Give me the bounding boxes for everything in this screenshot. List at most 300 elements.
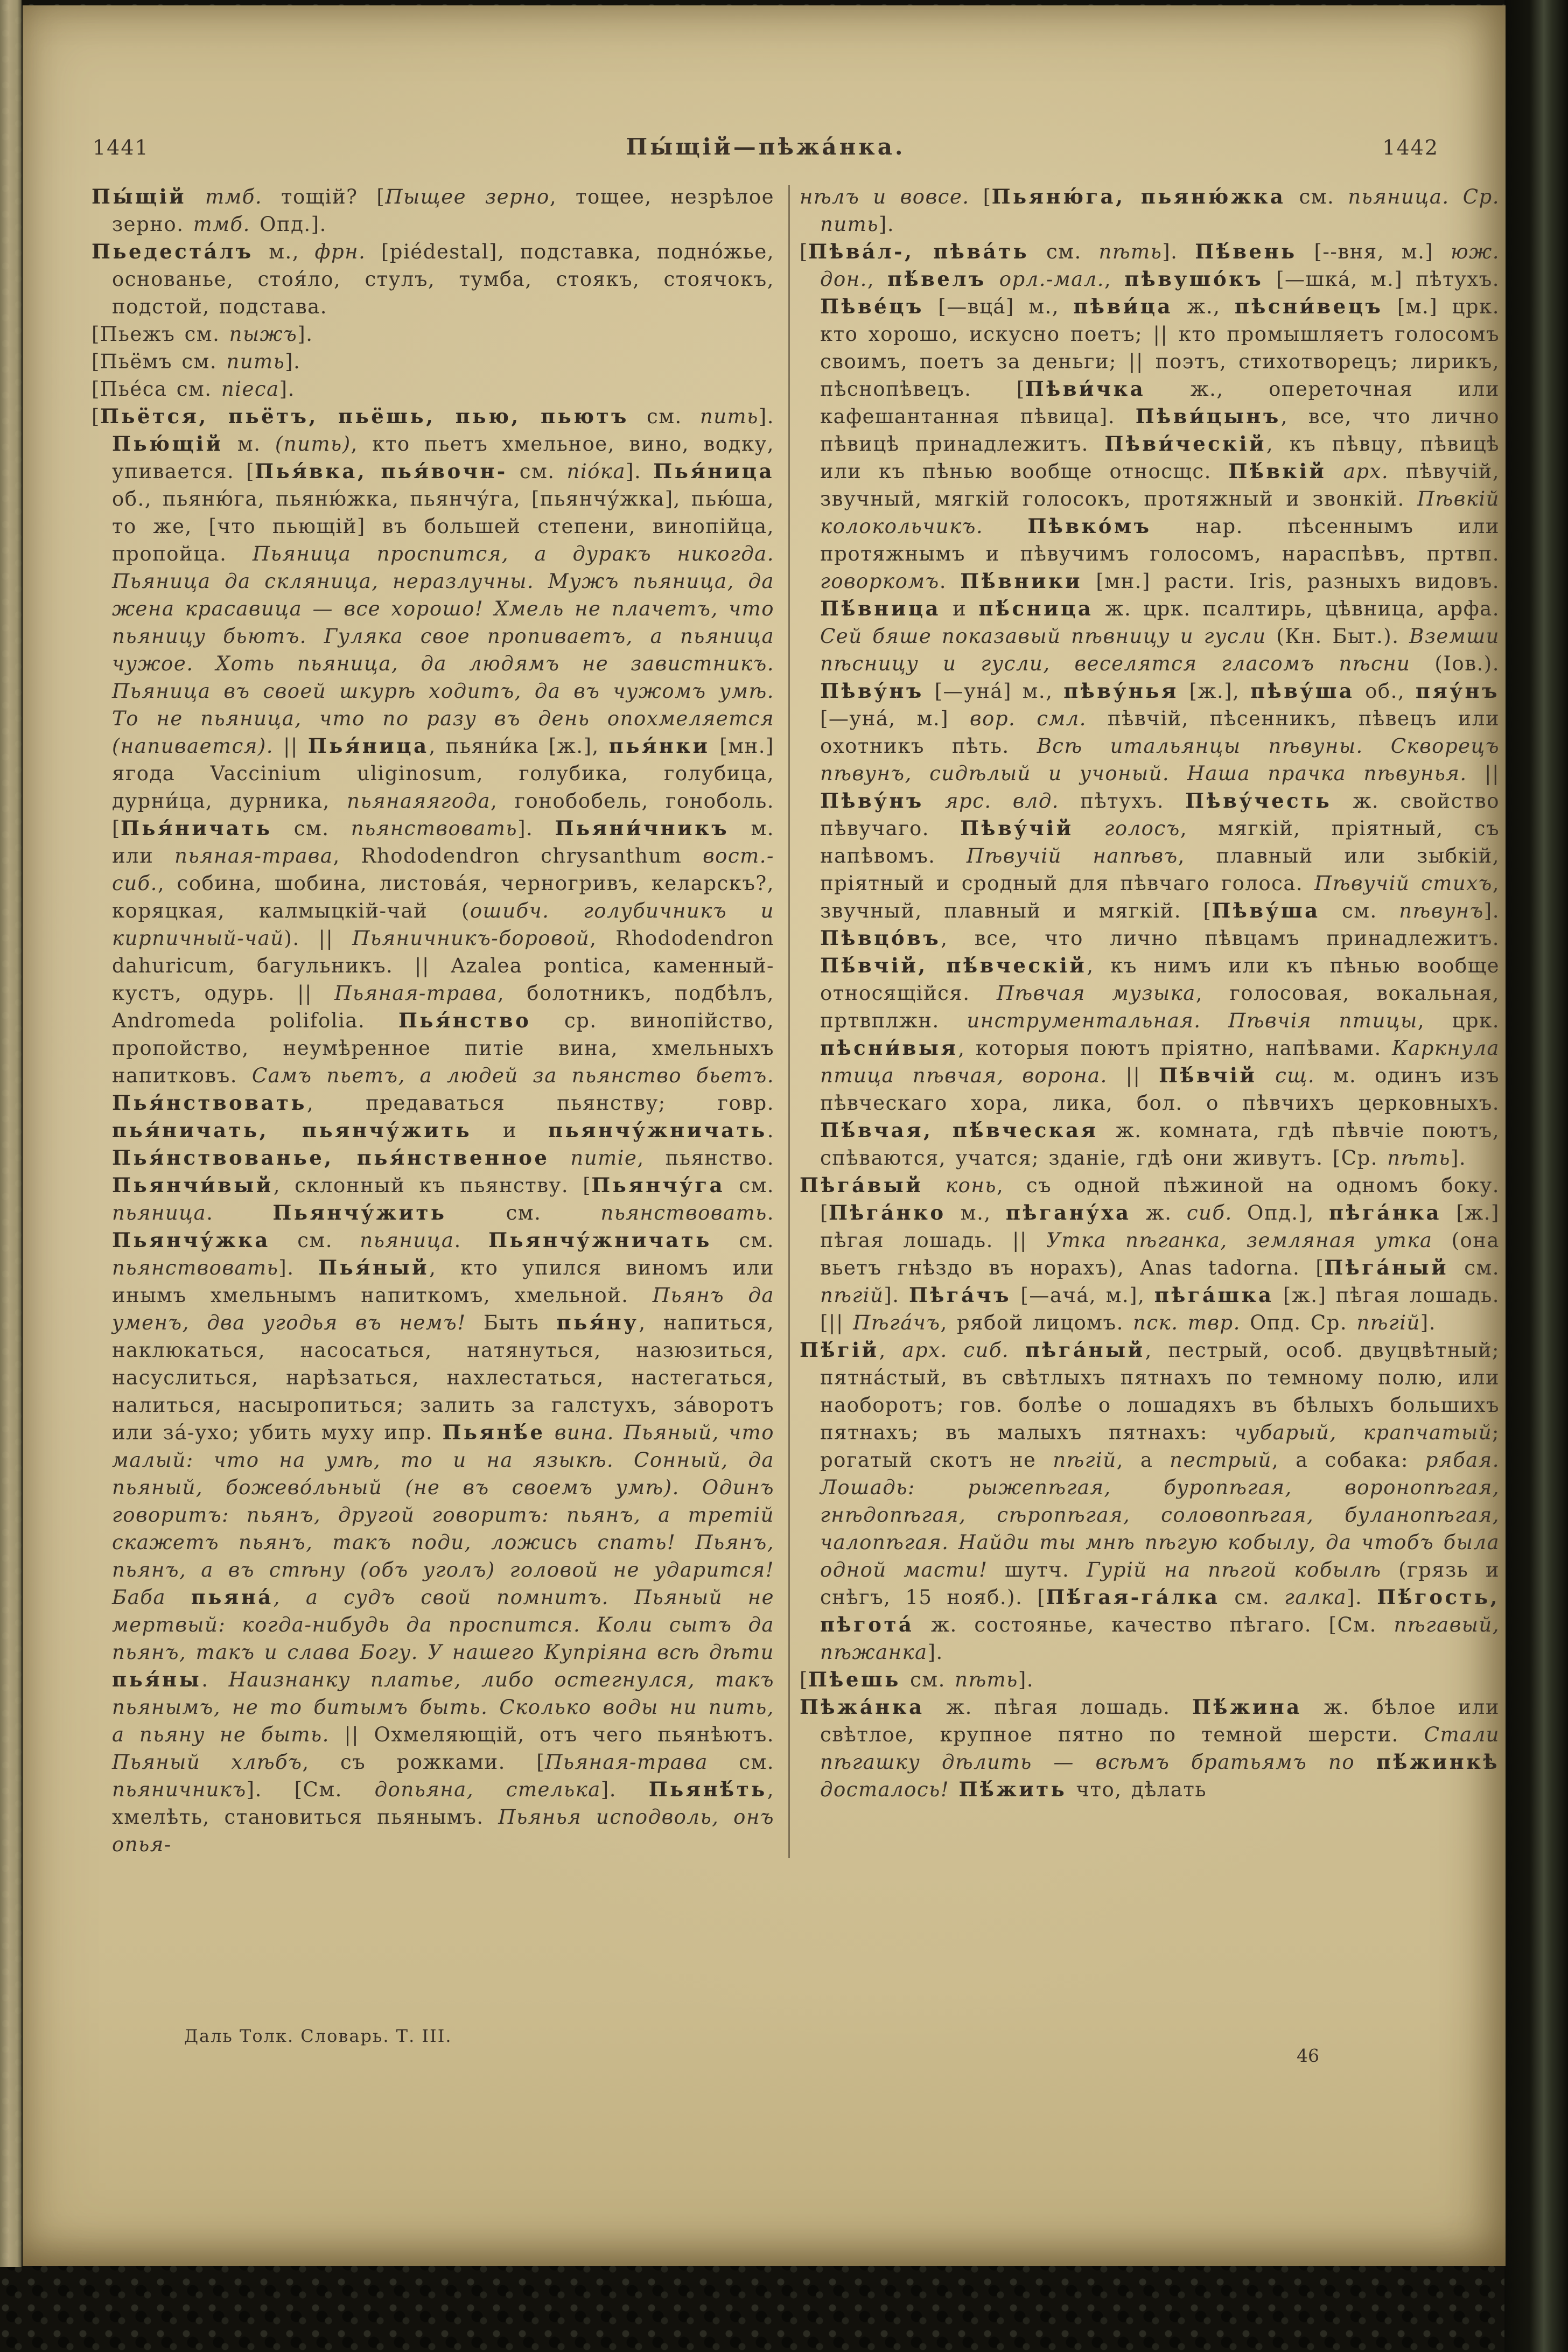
entry-text: см. xyxy=(628,405,700,428)
entry-text: м. одинъ изъ пѣвческаго хора, лика, бол. о пѣвчихъ церковныхъ. xyxy=(820,1064,1500,1115)
headword: Пѣвцо́въ xyxy=(820,926,941,950)
entry-text xyxy=(1074,817,1104,840)
entry-text: [ж.] пѣгая лошадь. || xyxy=(820,1201,1500,1252)
entry-text: [ xyxy=(969,185,992,208)
entry-text: , рябой лицомъ. xyxy=(940,1311,1133,1334)
entry-text: ж. пѣгая лошадь. xyxy=(924,1696,1192,1719)
entry-text: фрн. xyxy=(314,240,366,263)
dictionary-entry xyxy=(800,1172,1500,1336)
entry-text: м. или xyxy=(112,817,774,867)
entry-text: || xyxy=(1467,762,1500,785)
entry-text: , xyxy=(1104,268,1125,291)
entry-text: [Пье́са см. xyxy=(92,377,221,401)
headword: пѣвушо́къ xyxy=(1124,267,1264,291)
entry-text: ]. xyxy=(279,377,295,401)
entry-text: Пѣвучій стихъ xyxy=(1314,872,1493,895)
entry-text: , пестрый, особ. двуцвѣтный; пятна́стый, въ свѣтлыхъ пятнахъ по темному полю, или наоборотъ; гов. болѣе о лошадяхъ въ бѣлыхъ большихъ пятнахъ; въ малыхъ пятнахъ: xyxy=(820,1339,1500,1444)
entry-text: ж. црк. псалтирь, цѣвница, арфа. xyxy=(1093,597,1500,620)
page-number-right: 1442 xyxy=(1382,136,1439,159)
entry-text: [—шка́, м.] пѣтухъ. xyxy=(1263,268,1500,291)
entry-text: Наизнанку платье, либо остегнулся, такъ пьянымъ, не то битымъ быть. Сколько воды ни пить, а пьяну не быть. xyxy=(112,1668,774,1746)
entry-text: , пьянство. xyxy=(637,1146,775,1170)
dictionary-entry xyxy=(92,238,774,320)
headword: Пьянѣ́е xyxy=(442,1420,545,1444)
entry-text: Пыщее зерно xyxy=(385,185,550,208)
entry-text: см. xyxy=(446,1201,601,1224)
entry-text: ; рогатый скотъ не xyxy=(820,1421,1500,1472)
entry-text: сиб. xyxy=(1186,1201,1233,1224)
entry-text: ]. xyxy=(626,460,654,483)
entry-text: , а собака: xyxy=(1271,1448,1425,1472)
entry-text: ]. xyxy=(1347,1586,1377,1609)
entry-text: , хмелѣть, становиться пьянымъ. xyxy=(112,1778,774,1829)
entry-text: [Пьежъ см. xyxy=(92,323,229,346)
text-block xyxy=(92,183,1502,1858)
dictionary-entry xyxy=(92,320,774,348)
entry-text: Опд.], xyxy=(1232,1201,1329,1224)
headword: Пѣжа́нка xyxy=(800,1695,925,1719)
headword: пья́нки xyxy=(608,734,710,758)
entry-text: Пѣвкій колокольчикъ. xyxy=(820,487,1500,538)
headword: Пьянчи́вый xyxy=(112,1173,274,1197)
entry-text: Пѣвучій напѣвъ xyxy=(966,844,1178,867)
headword: Пья́ница xyxy=(653,459,774,483)
entry-text: питіе xyxy=(570,1146,638,1170)
entry-text xyxy=(949,1778,958,1801)
headword: пья́ны xyxy=(112,1668,202,1691)
headword: Пы́щій xyxy=(92,185,187,208)
entry-text: Пѣга́чъ xyxy=(853,1311,941,1334)
entry-text: см. xyxy=(270,1229,360,1252)
entry-text: см. xyxy=(272,817,351,840)
entry-text: см. xyxy=(507,460,567,483)
entry-text: Пьянъ да уменъ, два угодья въ немъ! xyxy=(112,1284,774,1334)
entry-text: . xyxy=(939,570,961,593)
entry-text: об., пьяню́га, пьяню́жка, пьянчу́га, [пьянчу́жка], пью́ша, то же, [что пьющій] въ большей степени, винопійца, пропойца. xyxy=(112,487,774,565)
entry-text: пѣгій xyxy=(1356,1311,1420,1334)
entry-text: см. xyxy=(711,1229,774,1252)
entry-text xyxy=(545,1421,555,1444)
headword: Пѣ́гая-га́лка xyxy=(1046,1585,1220,1609)
volume-imprint: Даль Толк. Словарь. Т. III. xyxy=(184,2026,452,2046)
entry-text: ж. состоянье, качество пѣгаго. [См. xyxy=(914,1613,1394,1636)
entry-text: пьяница. Ср. пить xyxy=(820,185,1500,236)
entry-text: пьяная-трава xyxy=(174,844,333,867)
headword: Пья́вка, пья́вочн- xyxy=(255,459,508,483)
entry-text: говоркомъ xyxy=(820,570,940,593)
entry-text: , собина, шобина, листова́я, черногривъ, келарскъ?, коряцкая, калмыцкій-чай ( xyxy=(112,872,774,922)
entry-text: ]. xyxy=(758,405,774,428)
entry-text: [ xyxy=(800,1668,808,1691)
dictionary-entry xyxy=(92,348,774,375)
headword: пѣ́велъ xyxy=(887,267,986,291)
right-column xyxy=(800,183,1500,1858)
entry-text: конь xyxy=(946,1174,997,1197)
entry-text: см. xyxy=(1320,899,1399,922)
entry-text: , которыя поютъ пріятно, напѣвами. xyxy=(958,1037,1392,1060)
entry-text: [ж.] пѣгая лошадь. [|| xyxy=(820,1284,1500,1334)
entry-text: и xyxy=(472,1119,548,1142)
entry-text: ж. бѣлое или свѣтлое, крупное пятно по темной шерсти. xyxy=(820,1696,1500,1746)
headword: Пѣву́нъ xyxy=(820,679,924,703)
entry-text: Пьянья исподволь, онъ опья- xyxy=(112,1805,774,1856)
headword: Пья́ница xyxy=(307,734,429,758)
entry-text: пьянствовать xyxy=(112,1256,279,1279)
entry-text: , xyxy=(867,268,887,291)
entry-text: пѣгій xyxy=(1053,1448,1117,1472)
entry-text: пск. твр. xyxy=(1133,1311,1241,1334)
headword: пѣсни́вецъ xyxy=(1234,295,1383,318)
entry-text: см. xyxy=(1448,1256,1500,1279)
entry-text: . xyxy=(201,1668,229,1691)
entry-text: юж. дон. xyxy=(820,240,1500,291)
headword: Пѣвко́мъ xyxy=(1027,514,1152,538)
headword: Пѣви́цынъ xyxy=(1135,404,1281,428)
headword: Пьяню́га, пьяню́жка xyxy=(991,185,1286,208)
dictionary-entry xyxy=(800,238,1500,1172)
entry-text: Всѣ итальянцы пѣвуны. Скворецъ пѣвунъ, сидѣлый и учоный. Наша прачка пѣвунья. xyxy=(820,734,1500,785)
entry-text: ср. винопійство, пропойство, неумѣренное питіе вина, хмельныхъ напитковъ. xyxy=(112,1009,774,1087)
entry-text: пить xyxy=(226,350,285,373)
entry-text: пить xyxy=(699,405,759,428)
entry-text: ]. xyxy=(927,1641,943,1664)
headword: пѣсни́выя xyxy=(820,1036,958,1060)
page-edge-strip xyxy=(0,0,22,2267)
headword: Пѣву́честь xyxy=(1185,789,1332,813)
entry-text: ). || xyxy=(284,927,353,950)
entry-text: ж., xyxy=(1173,295,1235,318)
entry-text: пѣть xyxy=(1387,1146,1451,1170)
entry-text: [—вца́] м., xyxy=(923,295,1074,318)
dictionary-entry xyxy=(800,1693,1500,1803)
headword: Пѣви́ческій xyxy=(1104,432,1266,456)
entry-text: . xyxy=(206,1201,273,1224)
entry-text: , Rhododendron dahuricum, багульникъ. || Azalea pontica, каменный-кустъ, одурь. || xyxy=(112,927,774,1005)
entry-text: , съ рожками. [ xyxy=(302,1751,545,1774)
headword: пья́ничать, пьянчу́жить xyxy=(112,1118,472,1142)
entry-text: Опд.]. xyxy=(250,213,327,236)
headword: Пѣешь xyxy=(808,1668,901,1691)
entry-text: ]. xyxy=(884,1284,909,1307)
entry-text: пѣть xyxy=(1098,240,1163,263)
entry-text: арх. xyxy=(1343,460,1389,483)
headword: Пья́ничать xyxy=(120,816,272,840)
entry-text: Пьяная-трава xyxy=(334,982,498,1005)
entry-text: арх. сиб. xyxy=(902,1339,1010,1362)
entry-text xyxy=(1009,1339,1025,1362)
headword: Пѣ́гій xyxy=(800,1338,879,1362)
entry-text: см. xyxy=(900,1668,955,1691)
page-header xyxy=(93,134,1439,160)
dictionary-entry xyxy=(92,183,774,238)
headword: пьяна́ xyxy=(191,1585,274,1609)
entry-text: , все, что лично пѣвицѣ принадлежитъ. xyxy=(820,405,1500,456)
entry-text: [мн.] расти. Iris, разныхъ видовъ. xyxy=(1082,570,1500,593)
entry-text: ]. xyxy=(517,817,555,840)
dictionary-entry xyxy=(800,1336,1500,1666)
entry-text: Стали пѣгашку дѣлить — всѣмъ братьямъ по xyxy=(820,1723,1500,1774)
headword: пьянчу́жничать xyxy=(548,1118,767,1142)
entry-text: м. xyxy=(223,432,275,456)
entry-text: ошибч. голубичникъ и кирпичный-чай xyxy=(112,899,775,950)
headword: Пѣ́вкій xyxy=(1228,459,1327,483)
headword: Пѣ́вница xyxy=(820,597,941,620)
entry-text: нар. пѣсеннымъ или протяжнымъ и пѣвучимъ голосомъ, нараспѣвъ, пртвп. xyxy=(820,515,1500,565)
entry-text: , мягкій, пріятный, съ напѣвомъ. xyxy=(820,817,1500,867)
entry-text: орл.-мал. xyxy=(999,268,1105,291)
entry-text: ]. xyxy=(1018,1668,1034,1691)
entry-text: досталось! xyxy=(820,1778,950,1801)
entry-text: , склонный къ пьянству. [ xyxy=(273,1174,592,1197)
entry-text: Пьяная-трава xyxy=(545,1751,708,1774)
entry-text: Опд. Ср. xyxy=(1240,1311,1357,1334)
entry-text xyxy=(923,1174,946,1197)
entry-text: и xyxy=(941,597,979,620)
entry-text: пьяница xyxy=(360,1229,454,1252)
entry-text: м., xyxy=(946,1201,1006,1224)
entry-text: Самъ пьетъ, а людей за пьянство бьетъ. xyxy=(251,1064,774,1087)
entry-text xyxy=(983,515,1027,538)
entry-text: ]. xyxy=(878,213,895,236)
entry-text: ж., опереточная или кафешантанная пѣвица]. xyxy=(820,377,1500,428)
entry-text: вина. Пьяный, что малый: что на умѣ, то и на языкѣ. Сонный, да пьяный, божево́льный (не въ своемъ умѣ). Одинъ говоритъ: пьянъ, другой говоритъ: пьянъ, а третій скажетъ пьянъ, такъ поди, ложись спать! Пьянъ, пьянъ, а въ стѣну (объ уголъ) головой не ударится! Баба xyxy=(112,1421,774,1609)
entry-text: [—уна́, м.] xyxy=(820,707,970,730)
entry-text: Пѣвчая музыка xyxy=(996,982,1196,1005)
headword: Пьётся, пьётъ, пьёшь, пью, пьютъ xyxy=(100,404,629,428)
headword: Пью́щій xyxy=(112,432,223,456)
entry-text: , напиться, наклюкаться, насосаться, натянуться, назюзиться, насуслиться, нарѣзаться, нахлестаться, настегаться, налиться, насыропиться; залить за галстухъ, за́воротъ или за́-ухо; убить муху ипр. xyxy=(112,1311,774,1444)
headword: пѣ́сница xyxy=(978,597,1094,620)
entry-text: Гурій на пѣгой кобылѣ xyxy=(1086,1558,1382,1581)
headword: Пья́нствовать xyxy=(112,1091,307,1115)
headword: пѣга́ный xyxy=(1025,1338,1145,1362)
entry-text: пьяница xyxy=(112,1201,207,1224)
entry-text: см. xyxy=(1285,185,1348,208)
entry-text: пѣтухъ. xyxy=(1059,789,1186,813)
entry-text xyxy=(1326,460,1343,483)
entry-text: , все, что лично пѣвцамъ принадлежитъ. xyxy=(941,927,1500,950)
headword: Пѣву́нъ xyxy=(820,789,924,813)
entry-text: ]. xyxy=(1483,899,1500,922)
dictionary-entry xyxy=(800,1666,1500,1693)
entry-text: сщ. xyxy=(1275,1064,1315,1087)
entry-text: [ xyxy=(92,405,100,428)
headword: Пьедеста́лъ xyxy=(92,240,254,263)
entry-text: , болотникъ, подбѣлъ, Andromeda polifolia. xyxy=(112,982,774,1032)
headword: Пьяни́чникъ xyxy=(555,816,730,840)
entry-text: допьяна, стелька xyxy=(374,1778,601,1801)
entry-text: (грязь и снѣгъ, 15 нояб.). [ xyxy=(820,1558,1500,1609)
entry-text: [—ача́, м.], xyxy=(1011,1284,1154,1307)
entry-text: . xyxy=(767,1119,774,1142)
entry-text: тмб. xyxy=(193,213,250,236)
headword: Пѣ́вники xyxy=(960,569,1083,593)
headword: Пѣга́ный xyxy=(1324,1256,1449,1279)
entry-text: , къ пѣвцу, пѣвицѣ или къ пѣнью вообще относщс. xyxy=(820,432,1500,483)
entry-text: пѣвчій, пѣсенникъ, пѣвецъ или охотникъ пѣть. xyxy=(820,707,1500,758)
entry-text: чубарый, крапчатый xyxy=(1234,1421,1493,1444)
headword: пѣви́ца xyxy=(1073,295,1173,318)
entry-text: тощій? [ xyxy=(262,185,386,208)
entry-text: . xyxy=(767,1201,774,1224)
headword: пѣгану́ха xyxy=(1005,1201,1131,1224)
entry-text: [м.] црк. кто хорошо, искусно поетъ; || кто промышляетъ голосомъ своимъ, поетъ за деньги; || поэтъ, стихотворецъ; лирикъ, пѣснопѣвецъ. [ xyxy=(820,295,1500,401)
left-column xyxy=(92,183,774,1858)
running-title: Пы́щій—пѣжа́нка. xyxy=(626,134,906,160)
headword: Пѣве́цъ xyxy=(820,295,924,318)
entry-text: || xyxy=(274,734,308,758)
entry-text: пѣть xyxy=(955,1668,1018,1691)
entry-text: пѣвунъ xyxy=(1399,899,1484,922)
headword: Пья́ный xyxy=(318,1256,430,1279)
headword: пѣ́жинкѣ xyxy=(1376,1750,1500,1774)
entry-text: голосъ xyxy=(1104,817,1180,840)
entry-text: ярс. влд. xyxy=(944,789,1060,813)
entry-text: пыжъ xyxy=(229,323,298,346)
entry-text: [—уна́] м., xyxy=(923,680,1064,703)
entry-text: (Кн. Быт.). xyxy=(1266,625,1410,648)
dictionary-entry xyxy=(92,403,774,1858)
entry-text: , предаваться пьянству; говр. xyxy=(307,1091,774,1115)
entry-text xyxy=(549,1146,570,1170)
entry-text: [piédestal], подставка, подно́жье, основанье, стоя́ло, стулъ, тумба, стоякъ, стоячокъ, подстой, подстава. xyxy=(112,240,774,318)
dictionary-entry xyxy=(800,183,1500,238)
entry-text: ]. xyxy=(297,323,313,346)
entry-text: тмб. xyxy=(205,185,263,208)
entry-text: рябая. Лошадь: рыжепѣгая, буропѣгая, воронопѣгая, гнѣдопѣгая, сѣропѣгая, соловопѣгая, буланопѣгая, чалопѣгая. Найди ты мнѣ пѣгую кобылу, да чтобъ была одной масти! xyxy=(820,1448,1500,1581)
entry-text: (Іов.). xyxy=(1410,652,1500,675)
headword: Пьянчу́га xyxy=(591,1173,725,1197)
headword: Пѣ́жина xyxy=(1192,1695,1302,1719)
headword: Пѣга́вый xyxy=(800,1173,923,1197)
entry-text: пьянствовать xyxy=(351,817,518,840)
headword: Пѣга́нко xyxy=(828,1201,946,1224)
entry-text: галка xyxy=(1284,1586,1347,1609)
entry-text: ]. xyxy=(285,350,301,373)
entry-text: ]. xyxy=(1162,240,1195,263)
entry-text: [--вня, м.] xyxy=(1297,240,1451,263)
entry-text: Пьяничникъ-боровой xyxy=(352,927,590,950)
headword: Пѣву́чій xyxy=(960,816,1074,840)
entry-text xyxy=(986,268,999,291)
entry-text: ж. свойство пѣвучаго. xyxy=(820,789,1500,840)
entry-text: пьяничникъ xyxy=(112,1778,247,1801)
entry-text: ]. xyxy=(278,1256,319,1279)
entry-text: пьянаяягода xyxy=(347,789,491,813)
entry-text: м., xyxy=(253,240,315,263)
entry-text: (она вьетъ гнѣздо въ норахъ), Anas tadorna. [ xyxy=(820,1229,1500,1279)
entry-text: Каркнула птица пѣвчая, ворона. xyxy=(820,1037,1500,1087)
entry-text: пiеса xyxy=(221,377,279,401)
headword: Пѣва́л-, пѣва́ть xyxy=(808,240,1030,263)
entry-text: см. xyxy=(708,1751,774,1774)
entry-text: , плавный или зыбкій, пріятный и сродный для пѣвчаго голоса. xyxy=(820,844,1500,895)
entry-text: , голосовая, вокальная, пртвплжн. xyxy=(820,982,1500,1032)
entry-text: шутч. xyxy=(988,1558,1087,1581)
entry-text: пѣгій xyxy=(820,1284,884,1307)
headword: Пѣ́гость, пѣгота́ xyxy=(820,1585,1500,1636)
entry-text: см. xyxy=(1220,1586,1285,1609)
entry-text: ж. xyxy=(1131,1201,1187,1224)
headword: пѣву́нья xyxy=(1063,679,1179,703)
entry-text: см. xyxy=(1029,240,1099,263)
entry-text: Быть xyxy=(466,1311,557,1334)
headword: Пѣ́вчая, пѣ́вческая xyxy=(820,1118,1098,1142)
entry-text: ]. xyxy=(1420,1311,1436,1334)
headword: Пѣви́чка xyxy=(1025,377,1146,401)
binding-edge xyxy=(1504,0,1568,2352)
headword: Пѣга́чъ xyxy=(908,1283,1012,1307)
entry-text: . xyxy=(454,1229,489,1252)
entry-text: ж. комната, гдѣ пѣвчіе поютъ, спѣваются, учатся; зданіе, гдѣ они живутъ. [Ср. xyxy=(820,1119,1500,1170)
headword: пяу́нъ xyxy=(1415,679,1500,703)
headword: Пьянчу́жить xyxy=(272,1201,447,1224)
headword: пья́ну xyxy=(556,1311,639,1334)
headword: Пьянчу́жничать xyxy=(488,1228,712,1252)
entry-text: || xyxy=(1107,1064,1159,1087)
entry-text: , xyxy=(879,1339,902,1362)
headword: Пѣ́жить xyxy=(958,1777,1067,1801)
headword: Пѣ́вень xyxy=(1195,240,1297,263)
headword: пѣга́шка xyxy=(1154,1283,1274,1307)
entry-text: вост.-сиб. xyxy=(112,844,774,895)
entry-text xyxy=(1257,1064,1275,1087)
entry-text: нѣлъ и вовсе. xyxy=(800,185,970,208)
book-page xyxy=(23,5,1506,2266)
headword: пѣга́нка xyxy=(1329,1201,1442,1224)
headword: Пѣ́вчій, пѣ́вческій xyxy=(820,954,1087,977)
entry-text: , кто пьетъ хмельное, вино, водку, упивается. [ xyxy=(112,432,774,483)
entry-text: инструментальная. Пѣвчія птицы xyxy=(967,1009,1418,1032)
entry-text: пѣвучій, звучный, мягкій голосокъ, протяжный и звонкій. xyxy=(820,460,1500,510)
entry-text: , къ нимъ или къ пѣнью вообще относящійся. xyxy=(820,954,1500,1005)
entry-text: , Rhododendron chrysanthum xyxy=(333,844,703,867)
headword: Пѣву́ша xyxy=(1212,899,1320,922)
entry-text: Пьяница проспится, а дуракъ никогда. Пьяница да скляница, неразлучны. Мужъ пьяница, да жена красавица — все хорошо! Хмель не плачетъ, что пьяницу бьютъ. Гуляка свое пропиваетъ, а пьяница чужое. Хоть пьяница, да людямъ не завистникъ. Пьяница въ своей шкурѣ ходитъ, да въ чужомъ умѣ. То не пьяница, что по разу въ день опохмеляется (напивается). xyxy=(112,542,774,758)
entry-text: , а xyxy=(1116,1448,1170,1472)
entry-text: , звучный, плавный и мягкій. [ xyxy=(820,872,1500,922)
entry-text: ]. [См. xyxy=(246,1778,375,1801)
entry-text: ]. xyxy=(1450,1146,1467,1170)
entry-text: пьянствовать xyxy=(600,1201,767,1224)
entry-text: , кто упился виномъ или инымъ хмельнымъ напиткомъ, хмельной. xyxy=(112,1256,774,1307)
headword: Пьянѣ́ть xyxy=(648,1777,767,1801)
signature-mark: 46 xyxy=(1297,2045,1319,2066)
entry-text xyxy=(186,185,205,208)
entry-text: пестрый xyxy=(1170,1448,1272,1472)
entry-text: піо́ка xyxy=(566,460,626,483)
entry-text: [мн.] ягода Vaccinium uliginosum, голубика, голубица, дурни́ца, дурника, xyxy=(112,734,774,813)
entry-text: (пить) xyxy=(275,432,351,456)
entry-text: , а судъ свой помнитъ. Пьяный не мертвый: когда-нибудь да проспится. Коли сытъ да пьянъ, такъ и слава Богу. У нашего Купріяна всѣ дѣти xyxy=(112,1586,774,1664)
entry-text: [Пьёмъ см. xyxy=(92,350,227,373)
headword: Пьянчу́жка xyxy=(112,1228,270,1252)
entry-text: Утка пѣганка, земляная утка xyxy=(1046,1229,1433,1252)
entry-text: [ xyxy=(800,240,808,263)
entry-text: || Охмеляющій, отъ чего пьянѣютъ. xyxy=(329,1723,775,1746)
entry-text xyxy=(924,789,945,813)
entry-text: Сей бяше показавый пѣвницу и гусли xyxy=(820,625,1266,648)
headword: пѣву́ша xyxy=(1250,679,1355,703)
column-divider xyxy=(788,185,790,1858)
entry-text: Вземши пѣсницу и гусли, веселятся гласомъ пѣсни xyxy=(820,625,1500,675)
entry-text: , црк. xyxy=(1417,1009,1500,1032)
entry-text: , пьяни́ка [ж.], xyxy=(429,734,609,758)
dictionary-entry xyxy=(92,375,774,403)
entry-text: [ж.], xyxy=(1178,680,1251,703)
entry-text: , съ одной пѣжиной на одномъ боку. [ xyxy=(820,1174,1500,1224)
headword: Пья́нство xyxy=(398,1009,531,1032)
